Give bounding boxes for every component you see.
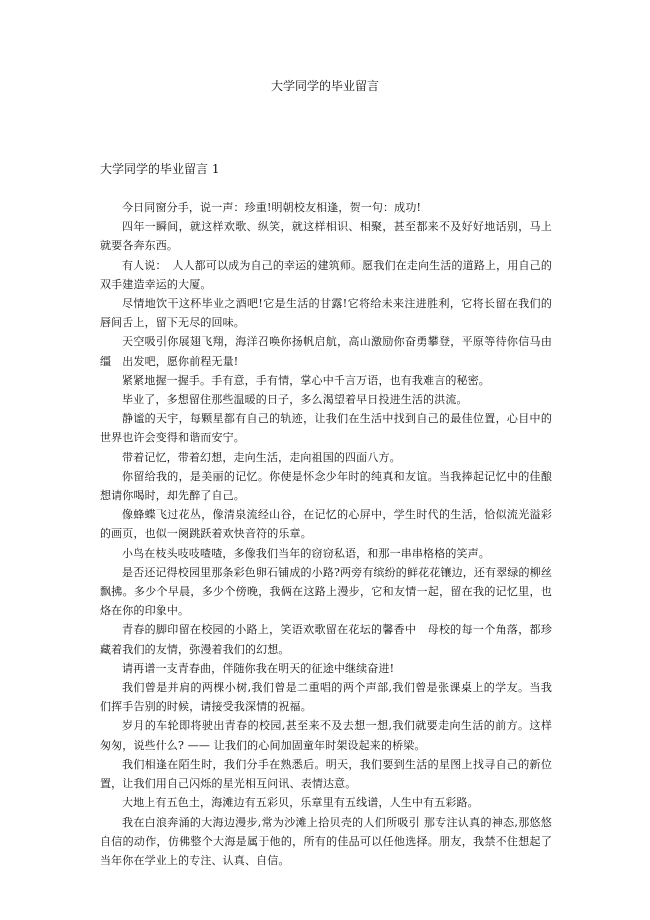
section-heading: 大学同学的毕业留言 1 — [100, 162, 220, 176]
paragraph: 青春的脚印留在校园的小路上，笑语欢歌留在花坛的馨香中 母校的每一个角落，都珍藏着我们的友情，弥漫着我们的幻想。 — [100, 623, 552, 656]
document-body — [100, 198, 552, 870]
paragraph: 尽情地饮干这杯毕业之酒吧!它是生活的甘露!它将给未来注进胜利，它将长留在我们的唇间舌上，留下无尽的回味。 — [100, 297, 552, 330]
paragraph: 岁月的车轮即将驶出青春的校园,甚至来不及去想一想,我们就要走向生活的前方。这样匆匆，说些什么? —— 让我们的心间加固童年时架设起来的桥梁。 — [100, 719, 552, 752]
paragraph: 毕业了，多想留住那些温暖的日子，多么渴望着早日投进生活的洪流。 — [122, 393, 468, 407]
paragraph: 我在白浪奔涌的大海边漫步,常为沙滩上拾贝壳的人们所吸引 那专注认真的神态,那悠悠自信的动作，仿佛整个大海是属于他的，所有的佳品可以任他选择。朋友，我禁不住想起了当年你在学业上的专注、认真、自信。 — [100, 815, 552, 867]
paragraph: 带着记忆，带着幻想，走向生活，走向祖国的四面八方。 — [122, 450, 401, 464]
paragraph: 我们曾是并肩的两棵小树,我们曾是二重唱的两个声部,我们曾是张课桌上的学友。当我们挥手告别的时候，请接受我深情的祝福。 — [100, 681, 552, 714]
paragraph: 紧紧地握一握手。手有意，手有情，掌心中千言万语，也有我难言的秘密。 — [122, 373, 490, 387]
paragraph: 有人说： 人人都可以成为自己的幸运的建筑师。愿我们在走向生活的道路上，用自己的双手建造幸运的大厦。 — [100, 258, 552, 291]
paragraph: 大地上有五色土，海滩边有五彩贝，乐章里有五线谱，人生中有五彩路。 — [122, 796, 479, 810]
paragraph: 是否还记得校园里那条彩色卵石铺成的小路?两旁有缤纷的鲜花花镶边，还有翠绿的柳丝飘拂。多少个早晨，多少个傍晚，我俩在这路上漫步，它和友情一起，留在我的记忆里，也烙在你的印象中。 — [100, 565, 552, 618]
document-title: 大学同学的毕业留言 — [270, 79, 379, 93]
paragraph: 小鸟在枝头吱吱喳喳，多像我们当年的窃窃私语，和那一串串格格的笑声。 — [122, 546, 490, 560]
paragraph: 静谧的天宇，每颗星都有自己的轨迹，让我们在生活中找到自己的最佳位置，心目中的世界也许会变得和谐而安宁。 — [100, 412, 552, 445]
paragraph: 你留给我的，是美丽的记忆。你使是怀念少年时的纯真和友谊。当我捧起记忆中的佳酿想请你喝时，却先醉了自己。 — [100, 469, 552, 503]
paragraph: 四年一瞬间，就这样欢歌、纵笑，就这样相识、相聚，甚至都来不及好好地话别，马上就要各奔东西。 — [100, 220, 552, 253]
paragraph: 天空吸引你展翅飞翔，海洋召唤你扬帆启航，高山激励你奋勇攀登，平原等待你信马由缰 出发吧，愿你前程无量! — [100, 335, 552, 368]
paragraph: 今日同窗分手，说一声：珍重!明朝校友相逢，贺一句：成功! — [122, 201, 422, 214]
paragraph: 我们相逢在陌生时，我们分手在熟悉后。明天，我们要到生活的星图上找寻自己的新位置，让我们用自己闪烁的星光相互问讯、表情达意。 — [100, 757, 552, 791]
paragraph: 请再谱一支青春曲，伴随你我在明天的征途中继续奋进! — [122, 661, 395, 675]
paragraph: 像蜂蝶飞过花丛，像清泉流经山谷，在记忆的心屏中，学生时代的生活，恰似流光溢彩的画页，也似一阕跳跃着欢快音符的乐章。 — [100, 508, 552, 541]
